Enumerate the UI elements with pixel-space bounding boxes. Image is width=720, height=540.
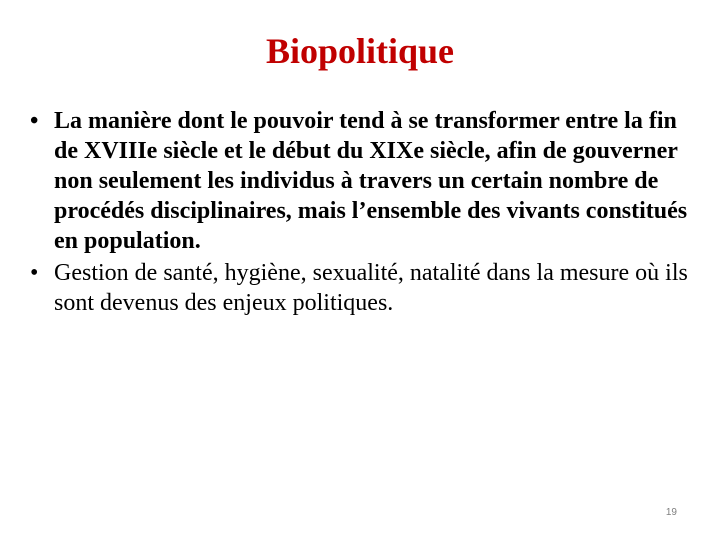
bullet-marker: • [30,108,39,134]
bullet-text: La manière dont le pouvoir tend à se transformer entre la fin de XVIIIe siècle et le début du XIXe siècle, afin de gouverner non seulement les individus à travers un certain nombre de procédés disciplinaires, mais l’ensemble des vivants constitués en population. [54,108,688,254]
bullet-list [30,106,690,320]
bullet-text: Gestion de santé, hygiène, sexualité, natalité dans la mesure où ils sont devenus des enjeux politiques. [54,260,688,316]
slide-title: Biopolitique [265,31,455,71]
bullet-item [30,106,690,256]
page-number: 19 [665,507,677,518]
bullet-marker: • [30,260,39,286]
bullet-item [30,258,690,318]
